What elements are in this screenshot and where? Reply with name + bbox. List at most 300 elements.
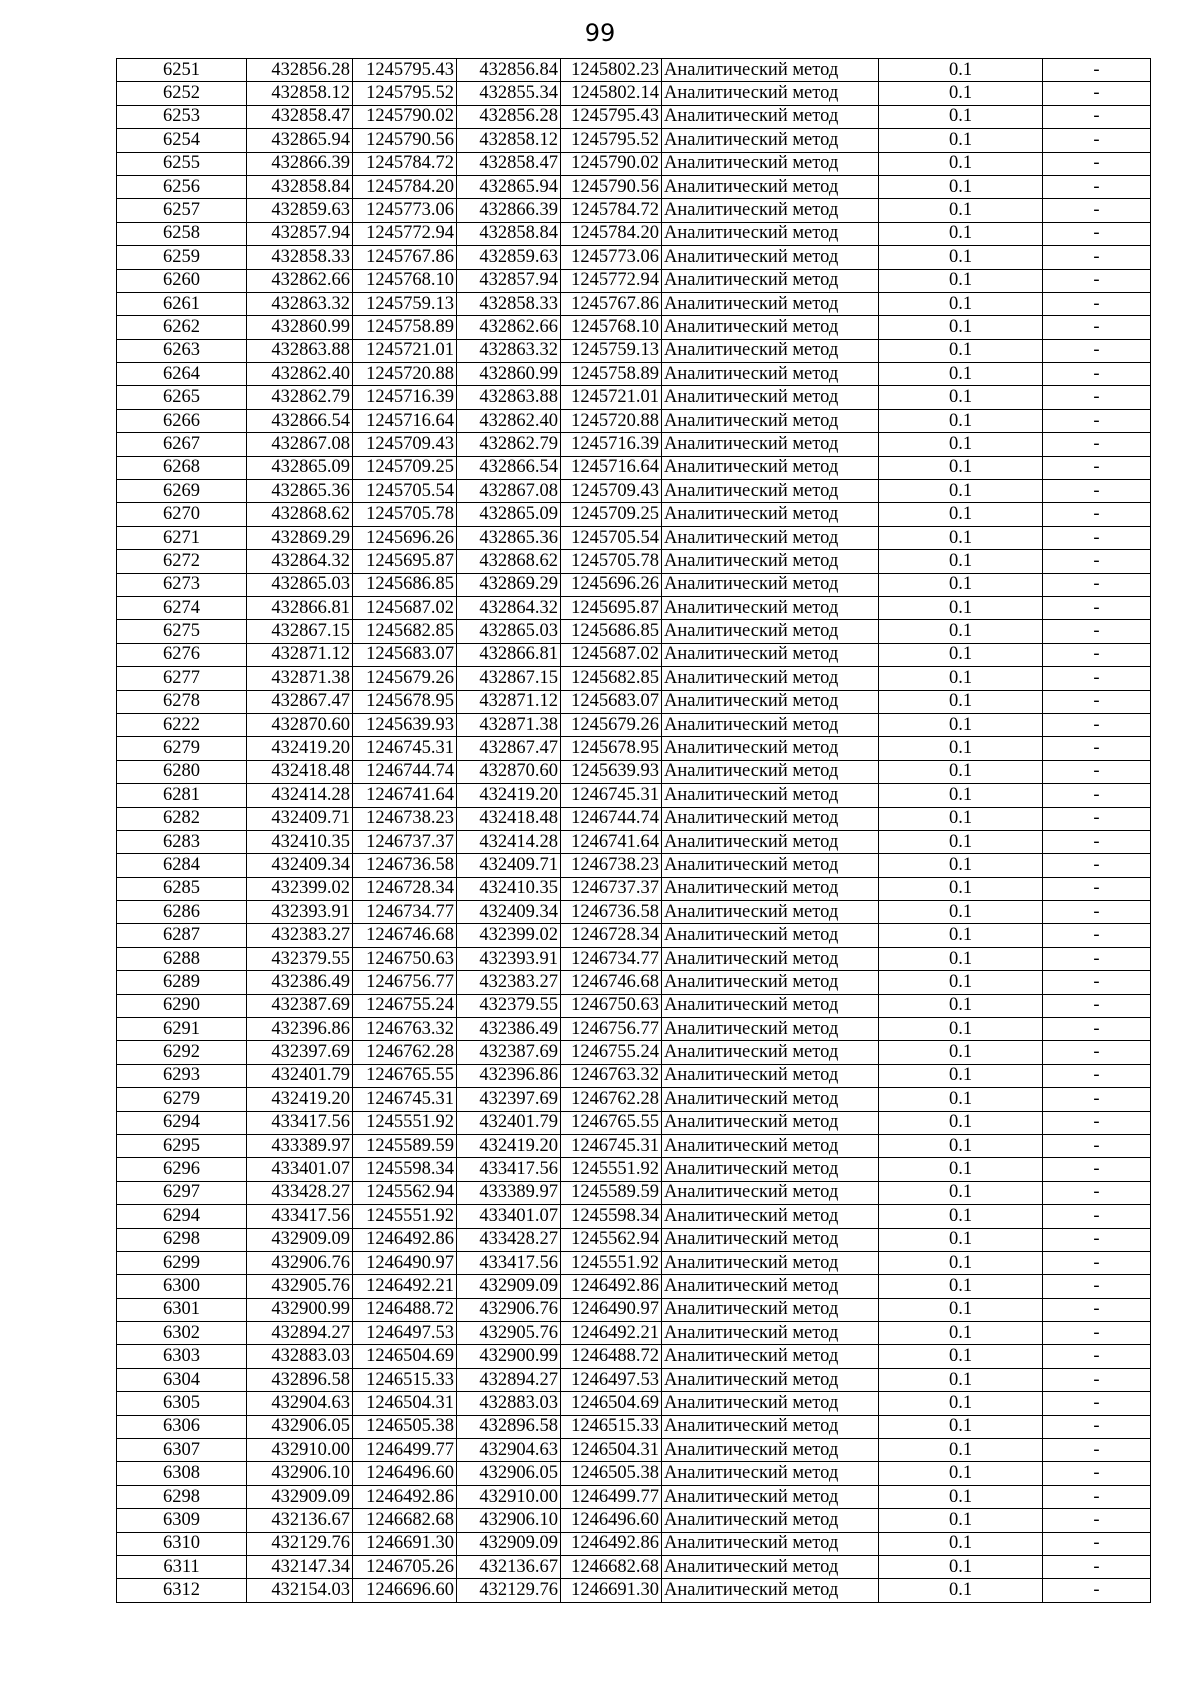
table-row [117, 1181, 1151, 1204]
x-end-cell: 432858.47 [457, 152, 561, 175]
note-cell: - [1043, 830, 1151, 853]
method-cell: Аналитический метод [662, 1462, 879, 1485]
x-start-cell: 432858.33 [247, 246, 353, 269]
y-start-cell: 1245768.10 [353, 269, 457, 292]
accuracy-cell: 0.1 [879, 1275, 1043, 1298]
y-start-cell: 1245696.26 [353, 526, 457, 549]
x-start-cell: 432383.27 [247, 924, 353, 947]
point-number-cell: 6278 [117, 690, 247, 713]
x-end-cell: 432858.84 [457, 222, 561, 245]
method-cell: Аналитический метод [662, 409, 879, 432]
table-row [117, 1111, 1151, 1134]
table-body [117, 59, 1151, 1603]
y-end-cell: 1246765.55 [561, 1111, 662, 1134]
method-cell: Аналитический метод [662, 1111, 879, 1134]
x-start-cell: 432397.69 [247, 1041, 353, 1064]
x-start-cell: 432871.38 [247, 667, 353, 690]
point-number-cell: 6264 [117, 363, 247, 386]
x-start-cell: 432868.62 [247, 503, 353, 526]
note-cell: - [1043, 199, 1151, 222]
x-end-cell: 432865.09 [457, 503, 561, 526]
method-cell: Аналитический метод [662, 503, 879, 526]
note-cell: - [1043, 175, 1151, 198]
point-number-cell: 6262 [117, 316, 247, 339]
point-number-cell: 6253 [117, 105, 247, 128]
y-start-cell: 1246741.64 [353, 784, 457, 807]
table-row [117, 1509, 1151, 1532]
point-number-cell: 6294 [117, 1205, 247, 1228]
accuracy-cell: 0.1 [879, 1485, 1043, 1508]
method-cell: Аналитический метод [662, 1345, 879, 1368]
table-row [117, 1368, 1151, 1391]
method-cell: Аналитический метод [662, 480, 879, 503]
page-number: 99 [584, 19, 616, 47]
x-end-cell: 432904.63 [457, 1439, 561, 1462]
note-cell: - [1043, 1018, 1151, 1041]
table-row [117, 339, 1151, 362]
point-number-cell: 6274 [117, 596, 247, 619]
note-cell: - [1043, 596, 1151, 619]
accuracy-cell: 0.1 [879, 760, 1043, 783]
y-start-cell: 1246762.28 [353, 1041, 457, 1064]
method-cell: Аналитический метод [662, 1158, 879, 1181]
point-number-cell: 6251 [117, 59, 247, 82]
table-row [117, 1485, 1151, 1508]
x-end-cell: 432909.09 [457, 1532, 561, 1555]
x-end-cell: 433417.56 [457, 1158, 561, 1181]
note-cell: - [1043, 1532, 1151, 1555]
note-cell: - [1043, 339, 1151, 362]
method-cell: Аналитический метод [662, 1368, 879, 1391]
accuracy-cell: 0.1 [879, 199, 1043, 222]
y-end-cell: 1245721.01 [561, 386, 662, 409]
table-row [117, 152, 1151, 175]
note-cell: - [1043, 1556, 1151, 1579]
accuracy-cell: 0.1 [879, 1462, 1043, 1485]
x-start-cell: 432869.29 [247, 526, 353, 549]
point-number-cell: 6291 [117, 1018, 247, 1041]
y-end-cell: 1246734.77 [561, 947, 662, 970]
y-end-cell: 1245773.06 [561, 246, 662, 269]
point-number-cell: 6299 [117, 1251, 247, 1274]
x-end-cell: 432387.69 [457, 1041, 561, 1064]
accuracy-cell: 0.1 [879, 59, 1043, 82]
x-start-cell: 432401.79 [247, 1064, 353, 1087]
x-end-cell: 432896.58 [457, 1415, 561, 1438]
accuracy-cell: 0.1 [879, 573, 1043, 596]
accuracy-cell: 0.1 [879, 1064, 1043, 1087]
y-start-cell: 1245773.06 [353, 199, 457, 222]
table-row [117, 1088, 1151, 1111]
y-start-cell: 1245639.93 [353, 713, 457, 736]
x-end-cell: 432136.67 [457, 1556, 561, 1579]
accuracy-cell: 0.1 [879, 713, 1043, 736]
x-start-cell: 432862.66 [247, 269, 353, 292]
y-start-cell: 1245709.25 [353, 456, 457, 479]
y-end-cell: 1245790.02 [561, 152, 662, 175]
table-row [117, 784, 1151, 807]
y-start-cell: 1246696.60 [353, 1579, 457, 1602]
note-cell: - [1043, 1485, 1151, 1508]
accuracy-cell: 0.1 [879, 994, 1043, 1017]
table-row [117, 292, 1151, 315]
note-cell: - [1043, 316, 1151, 339]
y-start-cell: 1245784.20 [353, 175, 457, 198]
method-cell: Аналитический метод [662, 1041, 879, 1064]
y-end-cell: 1246755.24 [561, 1041, 662, 1064]
y-start-cell: 1246492.21 [353, 1275, 457, 1298]
x-start-cell: 433417.56 [247, 1111, 353, 1134]
x-end-cell: 432379.55 [457, 994, 561, 1017]
accuracy-cell: 0.1 [879, 830, 1043, 853]
point-number-cell: 6254 [117, 129, 247, 152]
x-end-cell: 432868.62 [457, 550, 561, 573]
y-end-cell: 1245705.54 [561, 526, 662, 549]
x-end-cell: 432909.09 [457, 1275, 561, 1298]
note-cell: - [1043, 760, 1151, 783]
x-end-cell: 432894.27 [457, 1368, 561, 1391]
x-end-cell: 432862.40 [457, 409, 561, 432]
method-cell: Аналитический метод [662, 1322, 879, 1345]
method-cell: Аналитический метод [662, 433, 879, 456]
accuracy-cell: 0.1 [879, 1345, 1043, 1368]
x-end-cell: 432858.33 [457, 292, 561, 315]
accuracy-cell: 0.1 [879, 269, 1043, 292]
table-row [117, 1064, 1151, 1087]
y-end-cell: 1245709.43 [561, 480, 662, 503]
y-end-cell: 1246682.68 [561, 1556, 662, 1579]
accuracy-cell: 0.1 [879, 363, 1043, 386]
x-start-cell: 432867.47 [247, 690, 353, 713]
point-number-cell: 6309 [117, 1509, 247, 1532]
y-end-cell: 1245686.85 [561, 620, 662, 643]
method-cell: Аналитический метод [662, 643, 879, 666]
accuracy-cell: 0.1 [879, 386, 1043, 409]
x-start-cell: 432857.94 [247, 222, 353, 245]
y-end-cell: 1245639.93 [561, 760, 662, 783]
method-cell: Аналитический метод [662, 1018, 879, 1041]
y-start-cell: 1245562.94 [353, 1181, 457, 1204]
method-cell: Аналитический метод [662, 924, 879, 947]
y-start-cell: 1245716.39 [353, 386, 457, 409]
method-cell: Аналитический метод [662, 596, 879, 619]
table-row [117, 643, 1151, 666]
x-end-cell: 432862.66 [457, 316, 561, 339]
table-row [117, 503, 1151, 526]
x-end-cell: 433401.07 [457, 1205, 561, 1228]
table-row [117, 924, 1151, 947]
point-number-cell: 6280 [117, 760, 247, 783]
x-end-cell: 432129.76 [457, 1579, 561, 1602]
note-cell: - [1043, 1064, 1151, 1087]
y-start-cell: 1245767.86 [353, 246, 457, 269]
y-end-cell: 1245802.23 [561, 59, 662, 82]
x-start-cell: 432900.99 [247, 1298, 353, 1321]
y-start-cell: 1245705.54 [353, 480, 457, 503]
y-end-cell: 1246515.33 [561, 1415, 662, 1438]
table-row [117, 175, 1151, 198]
y-end-cell: 1246728.34 [561, 924, 662, 947]
x-end-cell: 432856.84 [457, 59, 561, 82]
accuracy-cell: 0.1 [879, 1439, 1043, 1462]
x-start-cell: 432410.35 [247, 830, 353, 853]
x-start-cell: 432867.08 [247, 433, 353, 456]
accuracy-cell: 0.1 [879, 1134, 1043, 1157]
point-number-cell: 6292 [117, 1041, 247, 1064]
note-cell: - [1043, 690, 1151, 713]
y-end-cell: 1245716.39 [561, 433, 662, 456]
method-cell: Аналитический метод [662, 760, 879, 783]
point-number-cell: 6284 [117, 854, 247, 877]
x-start-cell: 432863.88 [247, 339, 353, 362]
table-row [117, 222, 1151, 245]
y-start-cell: 1246499.77 [353, 1439, 457, 1462]
y-start-cell: 1246682.68 [353, 1509, 457, 1532]
note-cell: - [1043, 1275, 1151, 1298]
x-start-cell: 432862.79 [247, 386, 353, 409]
x-end-cell: 432418.48 [457, 807, 561, 830]
table-row [117, 854, 1151, 877]
x-end-cell: 432866.39 [457, 199, 561, 222]
method-cell: Аналитический метод [662, 129, 879, 152]
y-end-cell: 1245678.95 [561, 737, 662, 760]
note-cell: - [1043, 947, 1151, 970]
y-end-cell: 1245772.94 [561, 269, 662, 292]
accuracy-cell: 0.1 [879, 971, 1043, 994]
point-number-cell: 6279 [117, 1088, 247, 1111]
method-cell: Аналитический метод [662, 550, 879, 573]
method-cell: Аналитический метод [662, 269, 879, 292]
accuracy-cell: 0.1 [879, 82, 1043, 105]
table-row [117, 620, 1151, 643]
method-cell: Аналитический метод [662, 1205, 879, 1228]
accuracy-cell: 0.1 [879, 1368, 1043, 1391]
x-start-cell: 432865.09 [247, 456, 353, 479]
x-end-cell: 432865.03 [457, 620, 561, 643]
x-end-cell: 432865.94 [457, 175, 561, 198]
point-number-cell: 6308 [117, 1462, 247, 1485]
x-start-cell: 432866.81 [247, 596, 353, 619]
table-row [117, 573, 1151, 596]
y-start-cell: 1246744.74 [353, 760, 457, 783]
point-number-cell: 6300 [117, 1275, 247, 1298]
note-cell: - [1043, 1509, 1151, 1532]
point-number-cell: 6294 [117, 1111, 247, 1134]
point-number-cell: 6273 [117, 573, 247, 596]
table-row [117, 1041, 1151, 1064]
x-end-cell: 432869.29 [457, 573, 561, 596]
table-row [117, 246, 1151, 269]
accuracy-cell: 0.1 [879, 480, 1043, 503]
method-cell: Аналитический метод [662, 386, 879, 409]
y-start-cell: 1245716.64 [353, 409, 457, 432]
x-end-cell: 432410.35 [457, 877, 561, 900]
x-start-cell: 432867.15 [247, 620, 353, 643]
y-start-cell: 1246490.97 [353, 1251, 457, 1274]
point-number-cell: 6301 [117, 1298, 247, 1321]
accuracy-cell: 0.1 [879, 1041, 1043, 1064]
accuracy-cell: 0.1 [879, 1251, 1043, 1274]
accuracy-cell: 0.1 [879, 550, 1043, 573]
y-start-cell: 1245759.13 [353, 292, 457, 315]
method-cell: Аналитический метод [662, 1392, 879, 1415]
table-row [117, 947, 1151, 970]
table-row [117, 129, 1151, 152]
accuracy-cell: 0.1 [879, 924, 1043, 947]
point-number-cell: 6285 [117, 877, 247, 900]
method-cell: Аналитический метод [662, 456, 879, 479]
method-cell: Аналитический метод [662, 1556, 879, 1579]
accuracy-cell: 0.1 [879, 1111, 1043, 1134]
method-cell: Аналитический метод [662, 1532, 879, 1555]
x-start-cell: 433389.97 [247, 1134, 353, 1157]
table-row [117, 1462, 1151, 1485]
y-end-cell: 1246762.28 [561, 1088, 662, 1111]
accuracy-cell: 0.1 [879, 596, 1043, 619]
accuracy-cell: 0.1 [879, 339, 1043, 362]
note-cell: - [1043, 877, 1151, 900]
method-cell: Аналитический метод [662, 854, 879, 877]
x-end-cell: 432871.38 [457, 713, 561, 736]
x-start-cell: 432858.12 [247, 82, 353, 105]
table-row [117, 1556, 1151, 1579]
y-start-cell: 1246765.55 [353, 1064, 457, 1087]
y-start-cell: 1246738.23 [353, 807, 457, 830]
method-cell: Аналитический метод [662, 59, 879, 82]
accuracy-cell: 0.1 [879, 807, 1043, 830]
table-row [117, 1251, 1151, 1274]
method-cell: Аналитический метод [662, 1485, 879, 1508]
point-number-cell: 6282 [117, 807, 247, 830]
table-row [117, 1298, 1151, 1321]
note-cell: - [1043, 901, 1151, 924]
table-row [117, 830, 1151, 853]
y-end-cell: 1245795.43 [561, 105, 662, 128]
x-end-cell: 432860.99 [457, 363, 561, 386]
point-number-cell: 6283 [117, 830, 247, 853]
y-end-cell: 1246741.64 [561, 830, 662, 853]
x-end-cell: 432419.20 [457, 1134, 561, 1157]
table-row [117, 409, 1151, 432]
x-start-cell: 432906.10 [247, 1462, 353, 1485]
x-end-cell: 432855.34 [457, 82, 561, 105]
point-number-cell: 6252 [117, 82, 247, 105]
x-end-cell: 432856.28 [457, 105, 561, 128]
y-start-cell: 1246488.72 [353, 1298, 457, 1321]
y-start-cell: 1245720.88 [353, 363, 457, 386]
x-start-cell: 432856.28 [247, 59, 353, 82]
x-end-cell: 432409.34 [457, 901, 561, 924]
point-number-cell: 6298 [117, 1228, 247, 1251]
y-start-cell: 1246755.24 [353, 994, 457, 1017]
table-row [117, 1205, 1151, 1228]
x-start-cell: 432906.76 [247, 1251, 353, 1274]
method-cell: Аналитический метод [662, 339, 879, 362]
note-cell: - [1043, 550, 1151, 573]
table-row [117, 526, 1151, 549]
accuracy-cell: 0.1 [879, 433, 1043, 456]
y-start-cell: 1245589.59 [353, 1134, 457, 1157]
y-start-cell: 1245683.07 [353, 643, 457, 666]
y-start-cell: 1246496.60 [353, 1462, 457, 1485]
accuracy-cell: 0.1 [879, 737, 1043, 760]
table-row [117, 737, 1151, 760]
accuracy-cell: 0.1 [879, 877, 1043, 900]
note-cell: - [1043, 1228, 1151, 1251]
y-start-cell: 1245795.43 [353, 59, 457, 82]
point-number-cell: 6256 [117, 175, 247, 198]
note-cell: - [1043, 1134, 1151, 1157]
x-start-cell: 432399.02 [247, 877, 353, 900]
x-start-cell: 432419.20 [247, 737, 353, 760]
y-end-cell: 1246745.31 [561, 1134, 662, 1157]
y-start-cell: 1246745.31 [353, 1088, 457, 1111]
x-end-cell: 432399.02 [457, 924, 561, 947]
point-number-cell: 6279 [117, 737, 247, 760]
x-end-cell: 432858.12 [457, 129, 561, 152]
y-end-cell: 1245802.14 [561, 82, 662, 105]
point-number-cell: 6222 [117, 713, 247, 736]
note-cell: - [1043, 737, 1151, 760]
point-number-cell: 6275 [117, 620, 247, 643]
point-number-cell: 6303 [117, 1345, 247, 1368]
table-row [117, 971, 1151, 994]
point-number-cell: 6263 [117, 339, 247, 362]
x-start-cell: 433401.07 [247, 1158, 353, 1181]
method-cell: Аналитический метод [662, 573, 879, 596]
x-end-cell: 432906.10 [457, 1509, 561, 1532]
y-end-cell: 1245758.89 [561, 363, 662, 386]
x-end-cell: 432864.32 [457, 596, 561, 619]
point-number-cell: 6259 [117, 246, 247, 269]
x-start-cell: 432409.71 [247, 807, 353, 830]
note-cell: - [1043, 1298, 1151, 1321]
y-start-cell: 1245695.87 [353, 550, 457, 573]
x-end-cell: 432419.20 [457, 784, 561, 807]
x-end-cell: 432859.63 [457, 246, 561, 269]
x-end-cell: 432409.71 [457, 854, 561, 877]
point-number-cell: 6298 [117, 1485, 247, 1508]
y-end-cell: 1246492.86 [561, 1532, 662, 1555]
accuracy-cell: 0.1 [879, 1298, 1043, 1321]
method-cell: Аналитический метод [662, 1064, 879, 1087]
table-row [117, 1275, 1151, 1298]
x-end-cell: 432870.60 [457, 760, 561, 783]
x-start-cell: 432865.03 [247, 573, 353, 596]
table-row [117, 1018, 1151, 1041]
y-end-cell: 1246736.58 [561, 901, 662, 924]
table-row [117, 269, 1151, 292]
accuracy-cell: 0.1 [879, 620, 1043, 643]
accuracy-cell: 0.1 [879, 1556, 1043, 1579]
x-end-cell: 432393.91 [457, 947, 561, 970]
method-cell: Аналитический метод [662, 737, 879, 760]
x-end-cell: 433428.27 [457, 1228, 561, 1251]
note-cell: - [1043, 1322, 1151, 1345]
y-end-cell: 1245709.25 [561, 503, 662, 526]
x-end-cell: 432871.12 [457, 690, 561, 713]
y-end-cell: 1245551.92 [561, 1158, 662, 1181]
x-start-cell: 432864.32 [247, 550, 353, 573]
x-start-cell: 432859.63 [247, 199, 353, 222]
note-cell: - [1043, 784, 1151, 807]
y-start-cell: 1246756.77 [353, 971, 457, 994]
x-start-cell: 432147.34 [247, 1556, 353, 1579]
y-end-cell: 1245687.02 [561, 643, 662, 666]
y-start-cell: 1245790.56 [353, 129, 457, 152]
method-cell: Аналитический метод [662, 807, 879, 830]
y-start-cell: 1246728.34 [353, 877, 457, 900]
